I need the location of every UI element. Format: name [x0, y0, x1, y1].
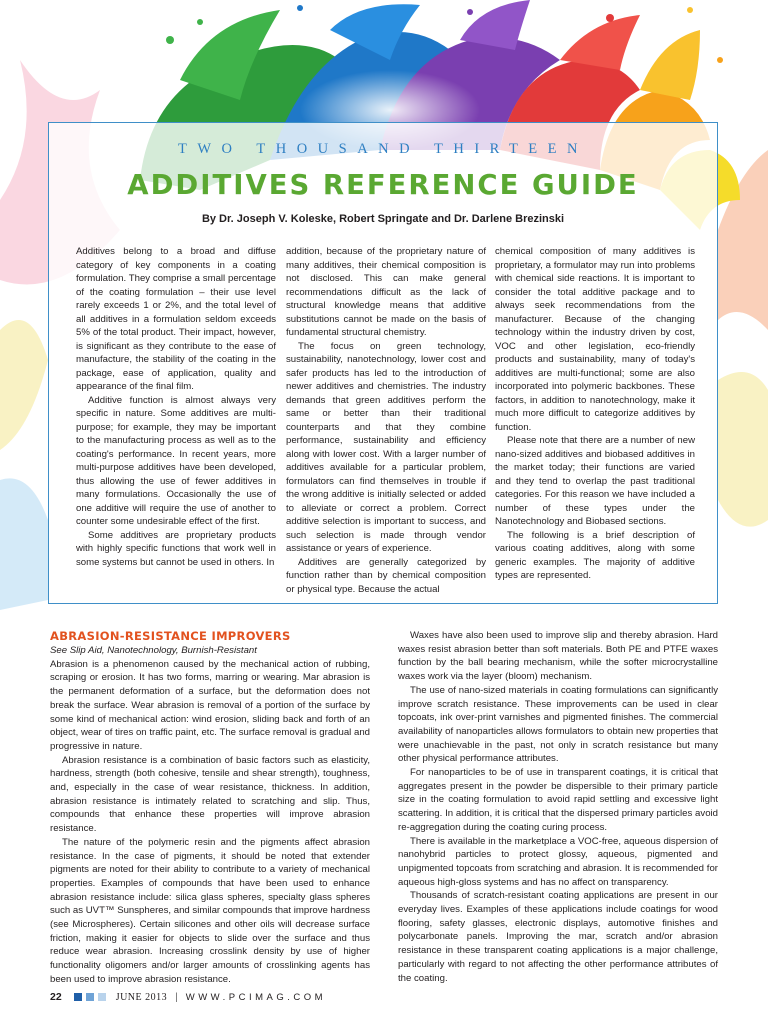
- paragraph: chemical composition of many additives is proprietary, a formulator may run into problems with chemical side reactions. It is important to consider the total additive package and to always seek recommendations from the manufacturer. Because of the changing technology within the industry driven by cost, VOC and other legislation, eco-friendly products and sustainability, many of today's additives are multi-functional; some are also incorporated into polymeric backbones. These factors, in addition to nanotechnology, make it much more difficult to categorize additives by function.: [495, 246, 695, 433]
- paragraph: The following is a brief description of various coating additives, along with some generic examples. The majority of additive types are represented.: [495, 529, 695, 581]
- square-icon: [98, 993, 106, 1001]
- square-icon: [74, 993, 82, 1001]
- paragraph: The use of nano-sized materials in coating formulations can significantly improve scratch resistance. These improvements can be used in clear topcoats, ink over-print varnishes and pigmented finishes. The commercial availability of nanoparticles allows formulators to obtain new properties that were unachievable in the past, not only in scratch resistance but many other physical performance attributes.: [398, 684, 718, 765]
- paragraph: Please note that there are a number of new nano-sized additives and biobased additives in the market today; their functions are varied and they tend to overlap the past traditional categories. For this reason we have included a number of these types under the Nanotechnology and Biobased sections.: [495, 435, 695, 527]
- paragraph: The focus on green technology, sustainability, nanotechnology, lower cost and safer products has led to the introduction of newer additives and chemistries. The industry demands that green additives perform the same or better than their traditional counterparts and that they combine performance, sustainability and efficiency along with lower cost. With a larger number of additives available for a particular problem, formulators can find themselves in trouble if the wrong additive is initially selected or added to alleviate or correct a problem. Correct additive selection is important to success, and such selection is made through vendor assistance or years of experience.: [286, 340, 486, 554]
- paragraph: addition, because of the proprietary nature of many additives, their chemical composition is not disclosed. This can make general recommendations difficult as the lack of structural knowledge means that additive substitutions cannot be made on the basis of fundamental structural chemistry.: [286, 246, 486, 338]
- body-column-2: [398, 629, 718, 985]
- square-icon: [86, 993, 94, 1001]
- issue-date: JUNE 2013: [115, 991, 168, 1003]
- paragraph: Waxes have also been used to improve slip and thereby abrasion. Hard waxes resist abrasion better than soft materials. Both PE and PTFE waxes function by the ball bearing mechanism, while the softer microcrystalline waxes work via the layer (bloom) mechanism.: [398, 630, 718, 683]
- page-number: 22: [50, 991, 62, 1003]
- paragraph: The nature of the polymeric resin and the pigments affect abrasion resistance. In the case of pigments, it should be noted that extender pigments are noted for their ability to contribute to a variety of mechanical properties. Examples of compounds that have been used to enhance abrasion resistance include: silica glass spheres, specialty glass spheres such as UVT™ Sunspheres, and similar compounds that improve hardness (see Microspheres). Certain silicones and other oils will decrease surface friction, making it easier for objects to slide over the surface and thus reduce wear abrasion. Increasing crosslink density by use of higher functionality oligomers and/or larger amounts of crosslinking agents has been used to improve abrasion resistance.: [50, 836, 370, 985]
- section-heading: ABRASION-RESISTANCE IMPROVERS: [50, 629, 291, 643]
- see-also-note: See Slip Aid, Nanotechnology, Burnish-Resistant: [50, 645, 257, 656]
- paragraph: Abrasion is a phenomenon caused by the mechanical action of rubbing, scraping or erosion. It has two forms, marring or wearing. Mar abrasion is the permanent deformation of a surface, but the deformation does not break the surface. Wear abrasion is removal of a portion of the surface by some kind of mechanical action: wind erosion, sliding back and forth of an object, wear of tires on traffic paint, etc. The surface removal is gradual and progressive in nature.: [50, 658, 370, 752]
- paragraph: Additives belong to a broad and diffuse category of key components in a coating formulation. They comprise a small percentage of the coating formulation – their use level rarely exceeds 1 or 2%, and the total level of all additives in a formulation seldom exceeds 5% of the total product. Their impact, however, is significant as they contribute to the ease of manufacture, the stability of the coating in the package, ease of application, quality and appearance of the final film.: [76, 246, 276, 392]
- body-column-1: [50, 629, 370, 987]
- paragraph: Additives are generally categorized by function rather than by chemical composition or physical type. Because the actual: [286, 556, 486, 595]
- paragraph: For nanoparticles to be of use in transparent coatings, it is critical that aggregates present in the powder be dispersible to their primary particle size in the coating formulation to avoid rapid settling and excessive light scattering. In addition, it is critical that the dispersed primary particles avoid re-aggregation during the coating curing process.: [398, 767, 718, 833]
- intro-column-2: [286, 245, 486, 596]
- intro-column-3: [495, 245, 695, 583]
- paragraph: Thousands of scratch-resistant coating applications are present in our everyday lives. Examples of these applications include coatings for wood flooring, safety glasses, electronic displays, automotive finishes and polycarbonate panels. Improving the mar, scratch and/or abrasion resistance in these transparent coating applications is a major challenge, particularly with regard to not affecting the other performance attributes of the coating.: [398, 890, 718, 984]
- intro-panel: [48, 122, 718, 604]
- page-footer: [50, 990, 326, 1004]
- intro-column-1: [76, 245, 276, 569]
- byline: By Dr. Joseph V. Koleske, Robert Springate and Dr. Darlene Brezinski: [201, 213, 565, 225]
- paragraph: There is available in the marketplace a VOC-free, aqueous dispersion of nanohybrid particles to protect glossy, aqueous, pigmented and unpigmented topcoats from scratching and abrasion. It is recommended for aqueous high-gloss systems and has no affect on transparency.: [398, 835, 718, 888]
- paragraph: Some additives are proprietary products with highly specific functions that work well in some systems but cannot be used in others. In: [76, 529, 276, 568]
- footer-separator: |: [175, 991, 178, 1003]
- page-title: ADDITIVES REFERENCE GUIDE: [127, 169, 639, 201]
- paragraph: Additive function is almost always very specific in nature. Some additives are multi-purpose; for example, they may be important to the manufacturing process as well as to the coating's performance. In recent years, more multi-purpose additives have been developed, thus allowing the use of fewer additives in many formulations. Occasionally the use of one additive will require the use of another to counter some undesirable effect of the first.: [76, 394, 276, 527]
- kicker: TWO THOUSAND THIRTEEN: [178, 141, 588, 157]
- website-link[interactable]: WWW.PCIMAG.COM: [185, 991, 327, 1003]
- paragraph: Abrasion resistance is a combination of basic factors such as elasticity, hardness, strength (both cohesive, tensile and shear strength), toughness, and, especially in the case of wear resistance, thickness. In addition, abrasion resistance is intimately related to scratching and slip. Thus, compounds that enhance these properties will improve abrasion resistance.: [50, 754, 370, 835]
